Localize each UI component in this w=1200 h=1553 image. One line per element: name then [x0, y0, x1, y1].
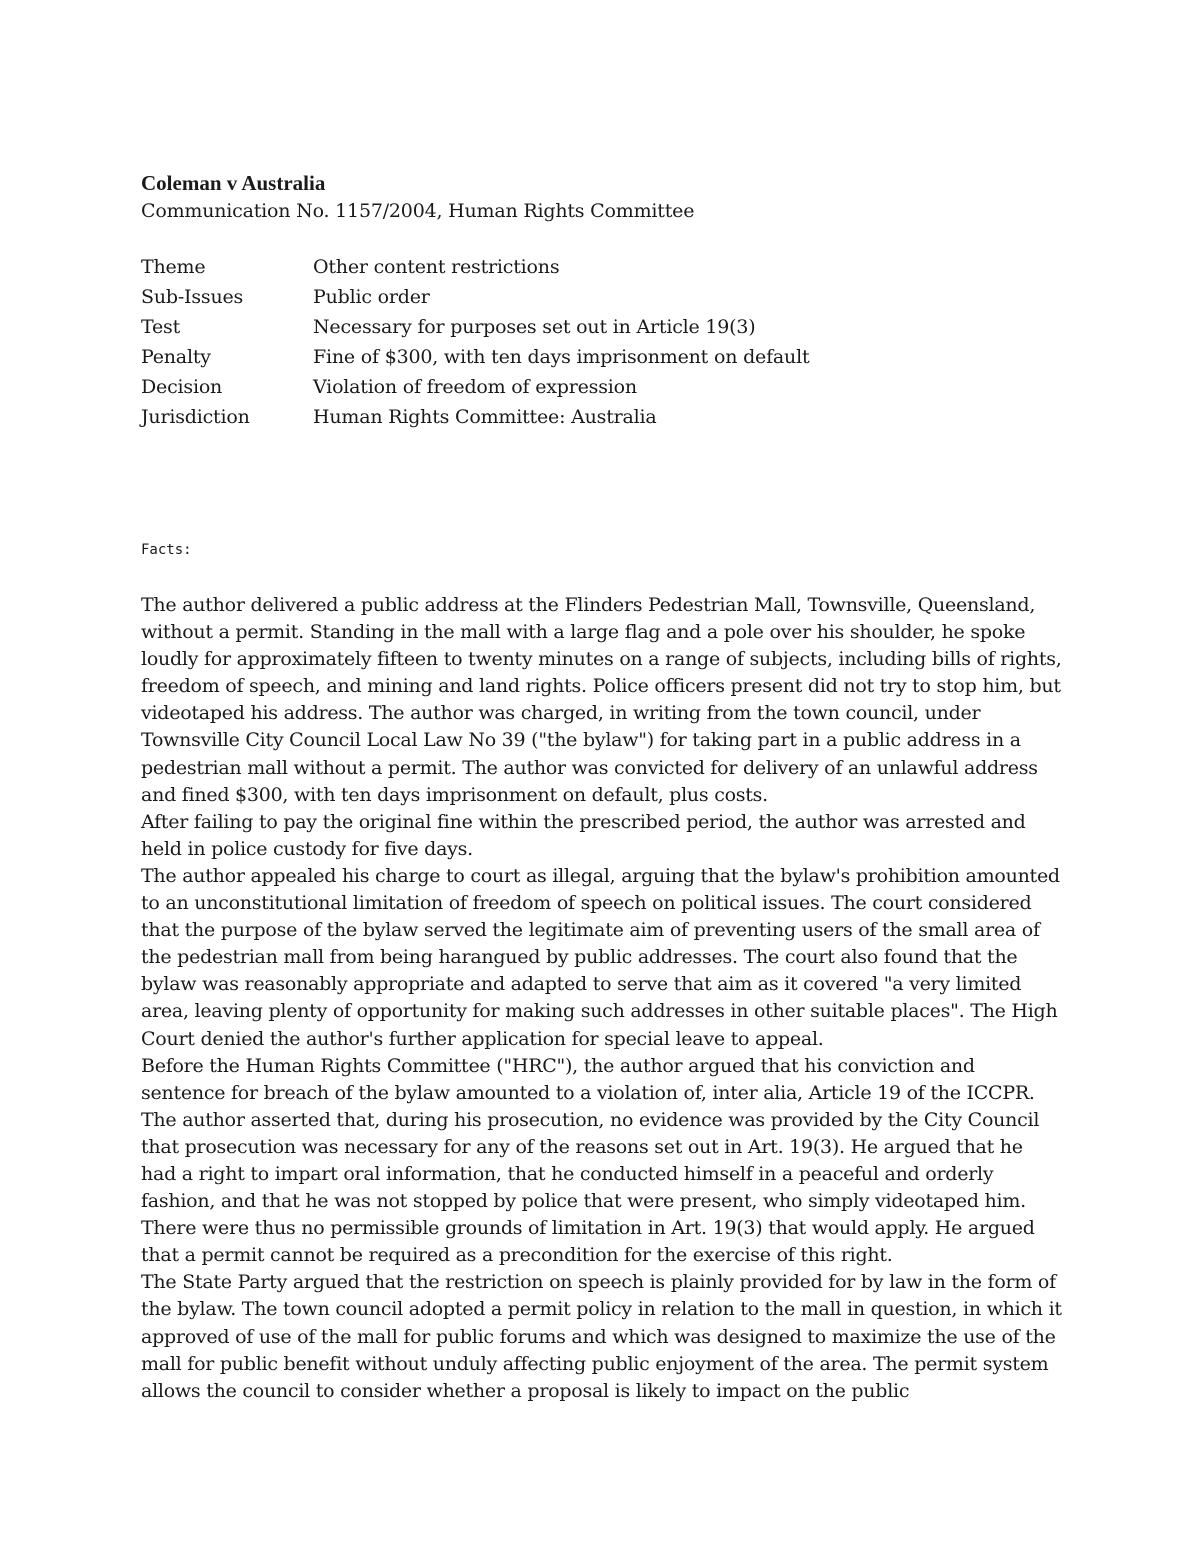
- meta-value: Violation of freedom of expression: [313, 376, 637, 398]
- document-subtitle: Communication No. 1157/2004, Human Rights Committee: [141, 200, 695, 222]
- meta-value: Public order: [313, 286, 430, 308]
- facts-body: [141, 592, 1071, 1405]
- facts-paragraph: After failing to pay the original fine within the prescribed period, the author was arrested and held in police custody for five days.: [141, 810, 1026, 860]
- facts-paragraph: The State Party argued that the restriction on speech is plainly provided for by law in the form of the bylaw. The town council adopted a permit policy in relation to the mall in question, in which it approved of use of the mall for public forums and which was designed to maximize the use of the mall for public benefit without unduly affecting public enjoyment of the area. The permit system allows the council to consider whether a proposal is likely to impact on the public: [141, 1271, 1062, 1402]
- meta-label: Decision: [141, 376, 223, 398]
- meta-row-decision: [141, 372, 809, 402]
- meta-label: Sub-Issues: [141, 286, 244, 308]
- meta-value: Fine of $300, with ten days imprisonment on default: [313, 346, 810, 368]
- meta-label: Theme: [141, 256, 206, 278]
- meta-row-penalty: [141, 342, 809, 372]
- meta-value: Other content restrictions: [313, 256, 560, 278]
- facts-paragraph: Before the Human Rights Committee ("HRC"), the author argued that his conviction and sentence for breach of the bylaw amounted to a violation of, inter alia, Article 19 of the ICCPR. The author asserted that, during his prosecution, no evidence was provided by the City Council that prosecution was necessary for any of the reasons set out in Art. 19(3). He argued that he had a right to impart oral information, that he conducted himself in a peaceful and orderly fashion, and that he was not stopped by police that were present, who simply videotaped him. There were thus no permissible grounds of limitation in Art. 19(3) that would apply. He argued that a permit cannot be required as a precondition for the exercise of this right.: [141, 1054, 1040, 1267]
- meta-row-test: [141, 312, 809, 342]
- meta-label: Test: [141, 316, 181, 338]
- facts-paragraph: The author delivered a public address at the Flinders Pedestrian Mall, Townsville, Queensland, without a permit. Standing in the mall with a large flag and a pole over his shoulder, he spoke loudly for approximately fifteen to twenty minutes on a range of subjects, including bills of rights, freedom of speech, and mining and land rights. Police officers present did not try to stop him, but videotaped his address. The author was charged, in writing from the town council, under Townsville City Council Local Law No 39 ("the bylaw") for taking part in a public address in a pedestrian mall without a permit. The author was convicted for delivery of an unlawful address and fined $300, with ten days imprisonment on default, plus costs.: [141, 594, 1062, 806]
- meta-value: Human Rights Committee: Australia: [313, 406, 657, 428]
- meta-row-sub-issues: [141, 282, 809, 312]
- case-metadata-table: [141, 252, 809, 432]
- meta-label: Jurisdiction: [141, 406, 250, 428]
- meta-row-jurisdiction: [141, 402, 809, 432]
- meta-value: Necessary for purposes set out in Article 19(3): [313, 316, 756, 338]
- document-page: [141, 170, 1071, 1405]
- facts-heading: Facts:: [141, 542, 192, 558]
- meta-row-theme: [141, 252, 809, 282]
- meta-label: Penalty: [141, 346, 211, 368]
- facts-paragraph: The author appealed his charge to court as illegal, arguing that the bylaw's prohibition amounted to an unconstitutional limitation of freedom of speech on political issues. The court considered that the purpose of the bylaw served the legitimate aim of preventing users of the small area of the pedestrian mall from being harangued by public addresses. The court also found that the bylaw was reasonably appropriate and adapted to serve that aim as it covered "a very limited area, leaving plenty of opportunity for making such addresses in other suitable places". The High Court denied the author's further application for special leave to appeal.: [141, 864, 1060, 1050]
- document-title: Coleman v Australia: [141, 171, 326, 195]
